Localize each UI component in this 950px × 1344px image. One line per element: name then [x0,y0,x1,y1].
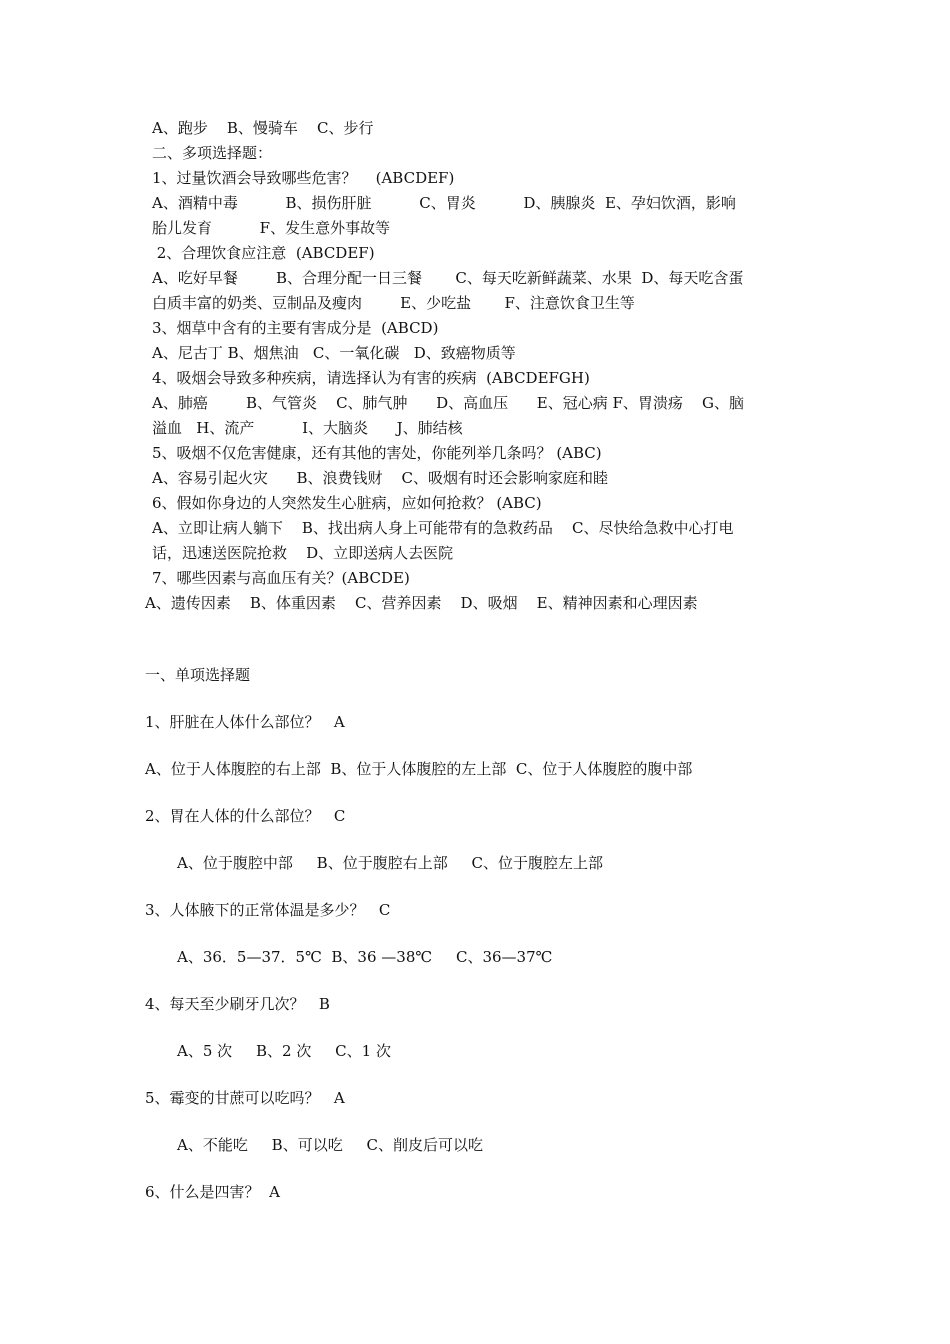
options-line: A、位于腹腔中部 B、位于腹腔右上部 C、位于腹腔左上部 [177,854,604,872]
question-line: 7、哪些因素与高血压有关？(ABCDE) [152,569,410,587]
options-line: 胎儿发育 F、发生意外事故等 [152,219,391,237]
question-line: 5、霉变的甘蔗可以吃吗？ A [145,1089,345,1107]
options-line: 溢血 H、流产 I、大脑炎 J、肺结核 [152,419,463,437]
question-line: 1、过量饮酒会导致哪些危害？ (ABCDEF) [152,169,455,187]
options-line: A、不能吃 B、可以吃 C、削皮后可以吃 [177,1136,484,1154]
text-line: A、跑步 B、慢骑车 C、步行 [152,119,374,137]
options-line: A、尼古丁 B、烟焦油 C、一氧化碳 D、致癌物质等 [152,344,516,362]
section-heading: 一、单项选择题 [145,666,251,684]
question-line: 3、烟草中含有的主要有害成分是 (ABCD) [152,319,439,337]
question-line: 6、假如你身边的人突然发生心脏病，应如何抢救？ (ABC) [152,494,542,512]
options-line: A、位于人体腹腔的右上部 B、位于人体腹腔的左上部 C、位于人体腹腔的腹中部 [145,760,693,778]
options-line: A、遗传因素 B、体重因素 C、营养因素 D、吸烟 E、精神因素和心理因素 [145,594,698,612]
options-line: A、容易引起火灾 B、浪费钱财 C、吸烟有时还会影响家庭和睦 [152,469,609,487]
question-line: 6、什么是四害？ A [145,1183,280,1201]
options-line: A、立即让病人躺下 B、找出病人身上可能带有的急救药品 C、尽快给急救中心打电 [152,519,734,537]
section-heading: 二、多项选择题： [152,144,273,162]
question-line: 3、人体腋下的正常体温是多少？ C [145,901,391,919]
options-line: A、吃好早餐 B、合理分配一日三餐 C、每天吃新鲜蔬菜、水果 D、每天吃含蛋 [152,269,744,287]
options-line: 话，迅速送医院抢救 D、立即送病人去医院 [152,544,454,562]
options-line: A、肺癌 B、气管炎 C、肺气肿 D、高血压 E、冠心病 F、胃溃疡 G、脑 [152,394,744,412]
question-line: 1、肝脏在人体什么部位？ A [145,713,345,731]
options-line: A、36．5—37．5℃ B、36 —38℃ C、36—37℃ [177,948,553,966]
question-line: 4、每天至少刷牙几次？ B [145,995,330,1013]
question-line: 2、合理饮食应注意 (ABCDEF) [152,244,375,262]
question-line: 5、吸烟不仅危害健康，还有其他的害处，你能列举几条吗？ (ABC) [152,444,602,462]
options-line: A、酒精中毒 B、损伤肝脏 C、胃炎 D、胰腺炎 E、孕妇饮酒，影响 [152,194,736,212]
question-line: 4、吸烟会导致多种疾病，请选择认为有害的疾病 (ABCDEFGH) [152,369,590,387]
question-line: 2、胃在人体的什么部位？ C [145,807,346,825]
options-line: 白质丰富的奶类、豆制品及瘦肉 E、少吃盐 F、注意饮食卫生等 [152,294,635,312]
options-line: A、5 次 B、2 次 C、1 次 [177,1042,391,1060]
